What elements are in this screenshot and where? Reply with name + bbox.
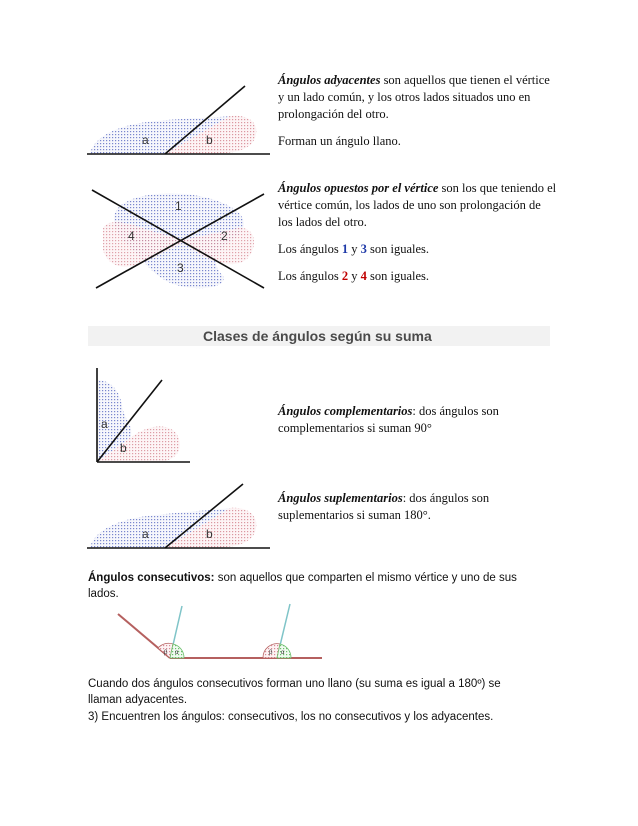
suplementarios-text [278,490,558,534]
opuestos-pair1 [278,241,558,258]
label-a: a [142,133,149,147]
first-alpha-label: α [175,650,179,656]
pair2-n2: 4 [360,269,367,283]
pair1-prefix: Los ángulos [278,242,342,256]
opuestos-figure [88,180,268,298]
label-b: b [206,527,213,541]
adyacentes-definition [278,72,558,123]
label-3: 3 [177,261,184,275]
label-a: a [142,527,149,541]
label-4: 4 [128,229,135,243]
suplementarios-definition [278,490,558,524]
complementarios-text [278,403,558,447]
pair1-suffix: son iguales. [366,242,430,256]
label-2: 2 [221,229,228,243]
suplementarios-body: : dos ángulos son suplementarios si suman 180°. [278,491,490,522]
complementarios-body: : dos ángulos son complementarios si suman 90° [278,404,499,435]
opuestos-body: son los que teniendo el vértice común, los lados de uno son prolongación de los lados del otro. [278,181,557,229]
consecutivos-definition [88,570,546,602]
adyacentes-term: Ángulos adyacentes [278,73,381,87]
exercise-text: 3) Encuentren los ángulos: consecutivos, los no consecutivos y los adyacentes. [88,711,494,723]
second-beta-label: β [269,650,273,656]
label-a: a [101,417,108,431]
adyacentes-note: Forman un ángulo llano. [278,134,401,148]
pair2-n1: 2 [341,269,349,283]
pair1-mid: y [348,242,361,256]
first-beta-label: β [164,650,168,656]
suplementarios-term: Ángulos suplementarios [278,491,403,505]
pair1-n2: 3 [360,242,367,256]
adyacentes-figure [85,80,270,160]
complementarios-term: Ángulos complementarios [278,404,413,418]
opuestos-pair2 [278,268,558,285]
consecutivos-term: Ángulos consecutivos: [88,572,215,584]
complementarios-definition [278,403,558,437]
pair1-n1: 1 [341,242,349,256]
opuestos-term: Ángulos opuestos por el vértice [278,181,439,195]
consecutivos-figure [100,600,325,670]
complementarios-figure [90,366,200,466]
cuando-text: Cuando dos ángulos consecutivos forman uno llano (su suma es igual a 180º) se llaman adyacentes. [88,678,501,706]
opuestos-text [278,180,558,295]
adyacentes-body: son aquellos que tienen el vértice y un lado común, y los otros lados situados uno en prolongación del otro. [278,73,550,121]
second-alpha-label: α [281,650,285,656]
label-b: b [120,441,127,455]
label-1: 1 [175,199,182,213]
label-b: b [206,133,213,147]
adyacentes-text [278,72,558,160]
pair2-prefix: Los ángulos [278,269,342,283]
pair2-suffix: son iguales. [366,269,430,283]
suplementarios-figure [85,480,270,552]
section-heading: Clases de ángulos según su suma [203,328,432,344]
consecutivos-body: son aquellos que comparten el mismo vértice y uno de sus lados. [88,572,517,600]
pair2-mid: y [348,269,361,283]
opuestos-definition [278,180,558,231]
